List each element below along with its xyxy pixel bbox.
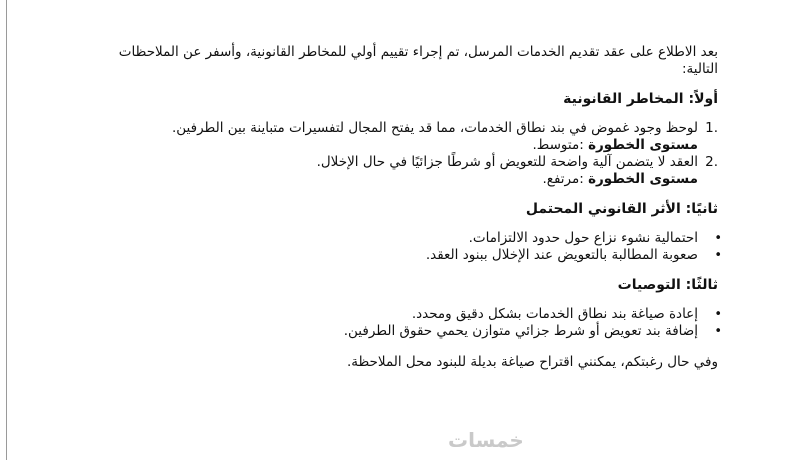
section-heading-recommendations: ثالثًا: التوصيات [617, 277, 718, 293]
section-heading-legal-impact: ثانيًا: الأثر القانوني المحتمل [525, 201, 718, 217]
list-item: • إعادة صياغة بند نطاق الخدمات بشكل دقيق ومحدد. [88, 306, 722, 323]
severity-value: :متوسط. [532, 137, 584, 153]
severity-label: مستوى الخطورة [588, 171, 698, 187]
risk-item-number: .1 [705, 120, 718, 136]
severity-value: :مرتفع. [542, 171, 584, 187]
risk-item-body [88, 120, 698, 154]
list-item: • إضافة بند تعويض أو شرط جزائي متوازن يحمي حقوق الطرفين. [88, 323, 722, 340]
risk-item-text: لوحظ وجود غموض في بند نطاق الخدمات، مما قد يفتح المجال لتفسيرات متباينة بين الطرفين. [171, 120, 698, 136]
risk-item-text: العقد لا يتضمن آلية واضحة للتعويض أو شرطًا جزائيًا في حال الإخلال. [316, 154, 698, 170]
closing-paragraph: وفي حال رغبتكم، يمكنني اقتراح صياغة بديلة للبنود محل الملاحظة. [346, 354, 718, 370]
risk-item-body [88, 154, 698, 188]
severity-line [88, 137, 698, 154]
list-item: • صعوبة المطالبة بالتعويض عند الإخلال ببنود العقد. [88, 247, 722, 264]
severity-label: مستوى الخطورة [588, 137, 698, 153]
risk-item-1 [88, 120, 718, 154]
khamsat-watermark-logo: خمسات [448, 428, 524, 452]
severity-line [88, 171, 698, 188]
risk-item-number: .2 [705, 154, 718, 170]
list-item: • احتمالية نشوء نزاع حول حدود الالتزامات. [88, 230, 722, 247]
intro-paragraph: بعد الاطلاع على عقد تقديم الخدمات المرسل، تم إجراء تقييم أولي للمخاطر القانونية، وأسفر عن الملاحظات التالية: [118, 44, 718, 77]
recommendations-list [88, 306, 718, 340]
document-body [88, 44, 718, 385]
page-left-border [6, 0, 7, 460]
impact-list [88, 230, 718, 264]
risk-item-2 [88, 154, 718, 188]
section-heading-legal-risks: أولاً: المخاطر القانونية [563, 91, 718, 107]
